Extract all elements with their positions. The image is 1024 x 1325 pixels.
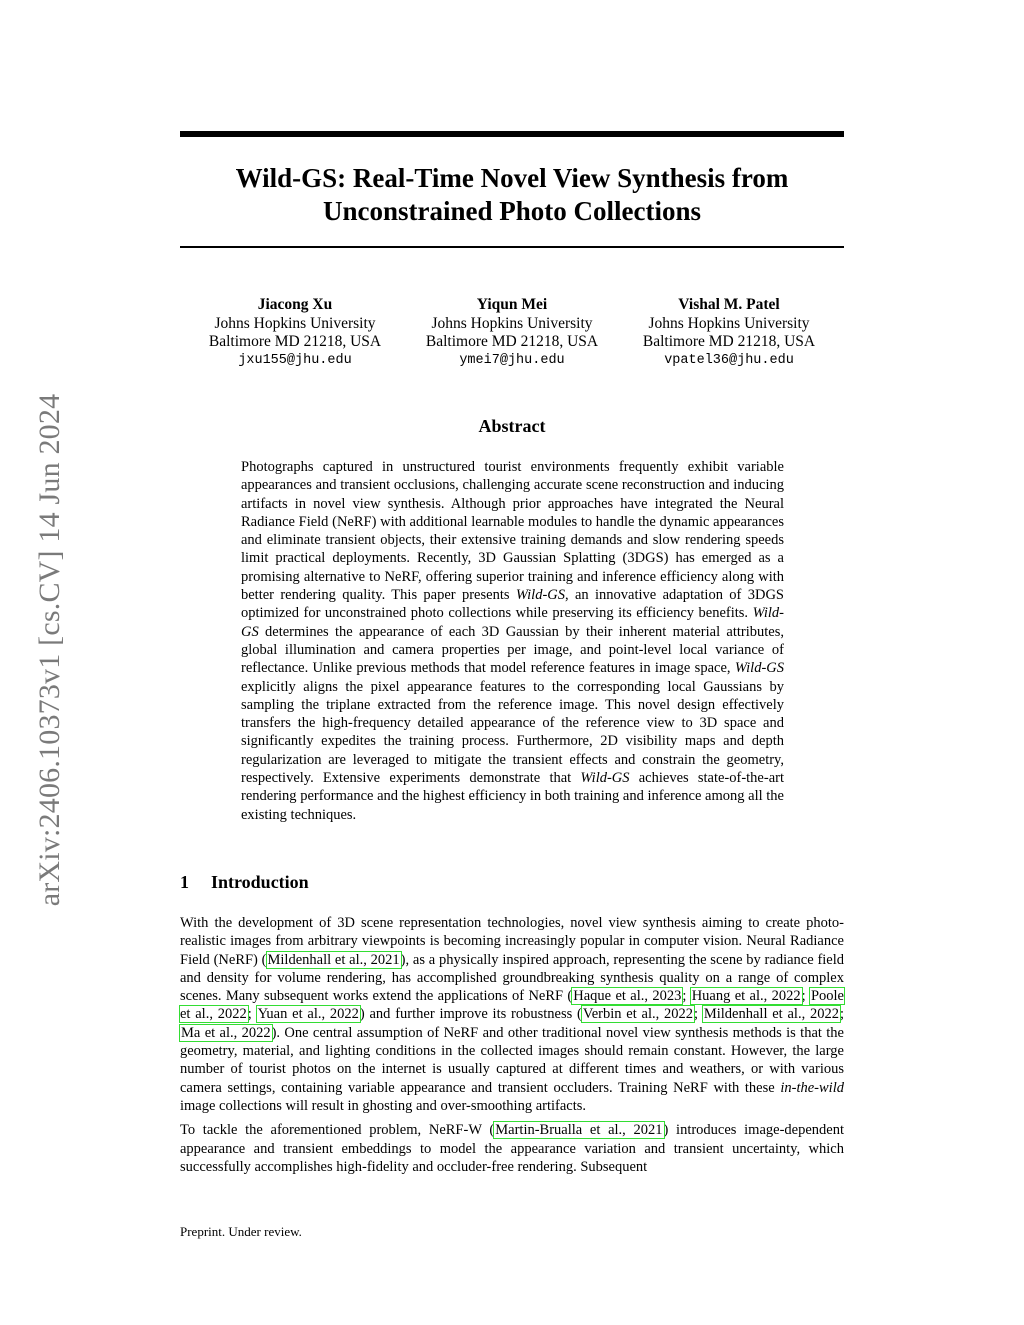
section-number: 1 [180, 872, 189, 892]
abstract-text: Photographs captured in unstructured tourist environments frequently exhibit variable appearances and transient occlusions, challenging accurate scene reconstruction and inducing artifacts in novel view synthesis. Although prior approaches have integrated the Neural Radiance Field (NeRF) with additional learnable modules to handle the dynamic appearances and eliminate transient objects, their extensive training demands and slow rendering speeds limit practical deployments. Recently, 3D Gaussian Splatting (3DGS) has emerged as a promising alternative to NeRF, offering superior training and inference efficiency along with better rendering quality. This paper presents [241, 459, 784, 604]
citation-link[interactable]: Mildenhall et al., 2021 [267, 951, 400, 968]
citation-link[interactable]: Mildenhall et al., 2022 [703, 1006, 839, 1023]
citation-link[interactable]: Poole et al., 2022 [180, 988, 844, 1023]
paragraph-text: ) and further improve its robustness ( [359, 1006, 582, 1023]
introduction-body [180, 914, 844, 1182]
abstract-text: determines the appearance of each 3D Gaussian by their inherent material attributes, global illumination and camera properties per image, and point-level local variance of reflectance. Unlike previous methods that model reference features in image space, [241, 623, 784, 677]
author-email[interactable]: vpatel36@jhu.edu [664, 352, 794, 368]
author-name: Yiqun Mei [476, 296, 548, 313]
author-address: Baltimore MD 21218, USA [208, 333, 382, 350]
paper-title: Wild-GS: Real-Time Novel View Synthesis from Unconstrained Photo Collections [235, 163, 789, 226]
abstract-text: explicitly aligns the pixel appearance features to the corresponding local Gaussians by sampling the triplane extracted from the reference image. This novel design effectively transfers the high-frequency detailed appearance of the reference view to 3D space and significantly expedites the training process. Furthermore, 2D visibility maps and depth regularization are leveraged to mitigate the transient effects and constrain the geometry, respectively. Extensive experiments demonstrate that [241, 678, 784, 787]
section-title: Introduction [211, 872, 309, 892]
citation-link[interactable]: Martin-Brualla et al., 2021 [495, 1122, 663, 1139]
emphasis-text: in-the-wild [780, 1079, 844, 1096]
footer-note: Preprint. Under review. [180, 1224, 302, 1239]
citation-link[interactable]: Ma et al., 2022 [181, 1024, 271, 1041]
author-affiliation: Johns Hopkins University [214, 314, 376, 332]
author-affiliation: Johns Hopkins University [431, 314, 593, 332]
author-2 [402, 296, 622, 370]
author-affiliation: Johns Hopkins University [648, 314, 810, 332]
abstract-body [241, 458, 784, 824]
abstract-heading: Abstract [478, 416, 546, 436]
method-name: Wild-GS [580, 770, 630, 787]
paragraph: With the development of 3D scene representation technologies, novel view synthesis aiming to create photo-realistic images from arbitrary viewpoints is becoming increasingly popular in computer vision. Neural Radiance Field (NeRF) (Mildenhall et al., 2021), as a physically inspired approach, representing the scene by radiance field and density for volume rendering, has accomplished groundbreaking synthesis quality on a range of complex scenes. Many subsequent works extend the applications of NeRF (Haque et al., 2023; Huang et al., 2022; Poole et al., 2022; Yuan et al., 2022) and further improve its robustness (Verbin et al., 2022; Mildenhall et al., 2022; Ma et al., 2022). One central assumption of NeRF and other traditional novel view synthesis methods is that the geometry, material, and lighting conditions in the collected images should remain constant. However, the large number of tourist photos on the internet is usually captured at different times and weathers, or with various camera settings, containing variable appearance and transient occluders. Training NeRF with these in-the-wild image collections will result in ghosting and over-smoothing artifacts. [180, 915, 845, 1114]
title-top-rule [180, 131, 844, 137]
method-name: Wild-GS [734, 660, 784, 677]
citation-link[interactable]: Yuan et al., 2022 [257, 1006, 359, 1023]
author-3 [619, 296, 839, 370]
section-heading-introduction [180, 872, 309, 893]
arxiv-identifier[interactable]: arXiv:2406.10373v1 [cs.CV] 14 Jun 2024 [33, 393, 66, 907]
author-name: Vishal M. Patel [678, 296, 780, 313]
author-address: Baltimore MD 21218, USA [642, 333, 816, 350]
abstract-text: , an innovative adaptation of 3DGS optimized for unconstrained photo collections while preserving its efficiency benefits. [241, 587, 784, 622]
method-name: Wild-GS [241, 605, 784, 640]
paragraph-text: image collections will result in ghosting and over-smoothing artifacts. [180, 1097, 587, 1114]
abstract-text: achieves state-of-the-art rendering performance and the highest efficiency in both training and inference among all the existing techniques. [241, 770, 784, 823]
author-1 [185, 296, 405, 370]
citation-link[interactable]: Huang et al., 2022 [691, 988, 801, 1005]
citation-link[interactable]: Haque et al., 2023 [573, 988, 682, 1005]
method-name: Wild-GS [515, 587, 565, 604]
author-email[interactable]: jxu155@jhu.edu [238, 352, 352, 368]
author-block [180, 296, 844, 376]
author-name: Jiacong Xu [257, 296, 333, 313]
paragraph-text: With the development of 3D scene representation technologies, novel view synthesis aiming to create photo-realistic images from arbitrary viewpoints is becoming increasingly popular in computer vision. Neural Radiance Field (NeRF) ( [180, 915, 844, 968]
paragraph-text: To tackle the aforementioned problem, NeRF-W ( [180, 1122, 495, 1139]
author-email[interactable]: ymei7@jhu.edu [459, 352, 565, 368]
paragraph-text: ), as a physically inspired approach, representing the scene by radiance field and density for volume rendering, has accomplished groundbreaking synthesis quality on a range of complex scenes. Many subsequent works extend the applications of NeRF ( [180, 951, 845, 1005]
paragraph-text: ) introduces image-dependent appearance and transient embeddings to model the appearance variation and transient uncertainty, which successfully accomplishes high-fidelity and occluder-free rendering. Subsequent [180, 1122, 844, 1175]
paragraph-text: ). One central assumption of NeRF and other traditional novel view synthesis methods is that the geometry, material, and lighting conditions in the collected images should remain constant. However, the large number of tourist photos on the internet is usually captured at different times and weathers, or with various camera settings, containing variable appearance and transient occluders. Training NeRF with these [180, 1024, 844, 1096]
author-address: Baltimore MD 21218, USA [425, 333, 599, 350]
title-bottom-rule [180, 246, 844, 248]
citation-link[interactable]: Verbin et al., 2022 [582, 1006, 694, 1023]
paragraph [180, 1121, 844, 1176]
